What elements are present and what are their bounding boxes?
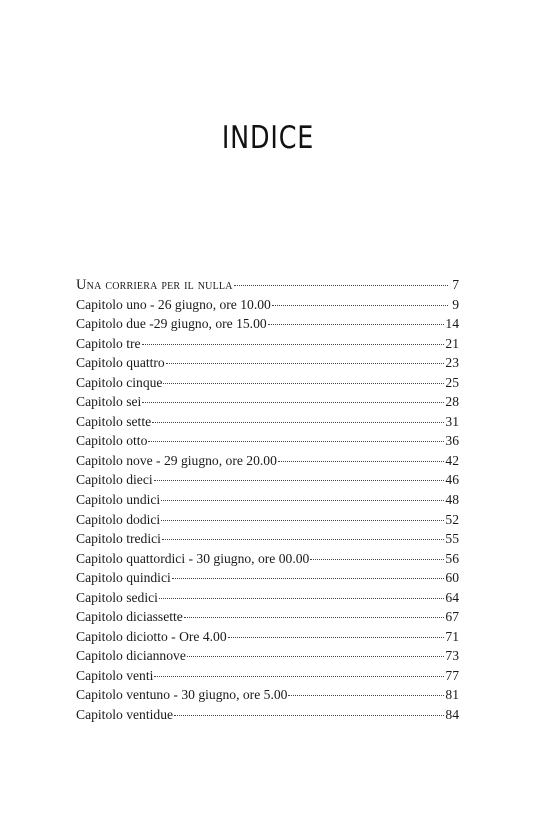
toc-entry-page-number: 23 bbox=[445, 355, 459, 371]
toc-entry[interactable] bbox=[76, 646, 459, 666]
dot-leader bbox=[228, 637, 445, 638]
toc-entry-page-number: 77 bbox=[445, 667, 459, 683]
toc-entry-label: Capitolo dieci bbox=[76, 472, 153, 488]
toc-entry-page-number: 7 bbox=[452, 277, 459, 292]
table-of-contents bbox=[76, 275, 459, 725]
dot-leader bbox=[268, 324, 445, 325]
toc-entry-page-number: 25 bbox=[445, 374, 459, 390]
dot-leader bbox=[310, 559, 444, 560]
dot-leader bbox=[162, 539, 444, 540]
toc-entry-label: Capitolo venti bbox=[76, 667, 154, 683]
toc-entry-page-number: 56 bbox=[445, 550, 459, 566]
toc-entry[interactable] bbox=[76, 470, 459, 490]
toc-entry-label: Capitolo ventidue bbox=[76, 707, 174, 723]
dot-leader bbox=[288, 695, 444, 696]
toc-entry[interactable] bbox=[76, 334, 459, 354]
toc-entry[interactable] bbox=[76, 510, 459, 530]
dot-leader bbox=[154, 480, 445, 481]
toc-entry-page-number: 28 bbox=[445, 394, 459, 410]
dot-leader bbox=[272, 305, 448, 306]
toc-entry[interactable] bbox=[76, 705, 459, 725]
toc-entry-page-number: 60 bbox=[445, 570, 459, 586]
toc-entry-label: Capitolo sette bbox=[76, 413, 152, 429]
toc-entry-page-number: 84 bbox=[445, 707, 459, 723]
toc-entry-label: Capitolo cinque bbox=[76, 374, 163, 390]
toc-entry[interactable] bbox=[76, 568, 459, 588]
toc-entry-page-number: 73 bbox=[445, 648, 459, 664]
dot-leader bbox=[148, 441, 444, 442]
toc-entry-label: Capitolo diciotto - Ore 4.00 bbox=[76, 628, 227, 644]
toc-entry-page-number: 42 bbox=[445, 452, 459, 468]
dot-leader bbox=[159, 598, 444, 599]
dot-leader bbox=[174, 715, 444, 716]
toc-entry[interactable] bbox=[76, 431, 459, 451]
dot-leader bbox=[278, 461, 445, 462]
dot-leader bbox=[142, 344, 445, 345]
toc-entry-page-number: 36 bbox=[445, 433, 459, 449]
dot-leader bbox=[166, 363, 445, 364]
toc-entry[interactable] bbox=[76, 412, 459, 432]
toc-entry-page-number: 21 bbox=[445, 335, 459, 351]
toc-entry-page-number: 52 bbox=[445, 511, 459, 527]
toc-entry-label: Capitolo uno - 26 giugno, ore 10.00 bbox=[76, 296, 271, 312]
toc-entry-label: Capitolo diciannove bbox=[76, 648, 186, 664]
toc-entry[interactable] bbox=[76, 295, 459, 315]
dot-leader bbox=[187, 656, 445, 657]
toc-entry[interactable] bbox=[76, 490, 459, 510]
toc-entry-label: Una corriera per il nulla bbox=[76, 277, 233, 293]
toc-entry-page-number: 71 bbox=[445, 628, 459, 644]
toc-entry-page-number: 67 bbox=[445, 609, 459, 625]
toc-entry[interactable] bbox=[76, 627, 459, 647]
toc-entry[interactable] bbox=[76, 607, 459, 627]
toc-entry-label: Capitolo sei bbox=[76, 394, 142, 410]
toc-entry-label: Capitolo quindici bbox=[76, 570, 171, 586]
dot-leader bbox=[161, 500, 444, 501]
toc-entry-page-number: 48 bbox=[445, 492, 459, 508]
toc-entry-label: Capitolo due -29 giugno, ore 15.00 bbox=[76, 316, 267, 332]
page-title: INDICE bbox=[221, 120, 315, 156]
toc-entry-label: Capitolo dodici bbox=[76, 511, 161, 527]
toc-entry-page-number: 64 bbox=[445, 589, 459, 605]
toc-entry-label: Capitolo ventuno - 30 giugno, ore 5.00 bbox=[76, 687, 288, 703]
toc-entry[interactable] bbox=[76, 392, 459, 412]
toc-entry-label: Capitolo tredici bbox=[76, 531, 161, 547]
toc-entry[interactable] bbox=[76, 588, 459, 608]
toc-entry[interactable] bbox=[76, 549, 459, 569]
toc-entry[interactable] bbox=[76, 314, 459, 334]
dot-leader bbox=[161, 520, 444, 521]
dot-leader bbox=[234, 285, 448, 286]
toc-entry[interactable] bbox=[76, 666, 459, 686]
toc-entry-label: Capitolo undici bbox=[76, 492, 161, 508]
toc-entry-label: Capitolo otto bbox=[76, 433, 148, 449]
toc-entry-label: Capitolo sedici bbox=[76, 589, 158, 605]
toc-entry-page-number: 55 bbox=[445, 531, 459, 547]
toc-entry-label: Capitolo diciassette bbox=[76, 609, 183, 625]
dot-leader bbox=[163, 383, 444, 384]
toc-entry-page-number: 31 bbox=[445, 413, 459, 429]
toc-entry[interactable] bbox=[76, 275, 459, 295]
toc-entry-label: Capitolo tre bbox=[76, 335, 141, 351]
dot-leader bbox=[142, 402, 444, 403]
toc-entry-label: Capitolo quattro bbox=[76, 355, 165, 371]
toc-entry-label: Capitolo nove - 29 giugno, ore 20.00 bbox=[76, 452, 277, 468]
toc-entry[interactable] bbox=[76, 451, 459, 471]
toc-entry-page-number: 9 bbox=[452, 296, 459, 312]
toc-entry-label: Capitolo quattordici - 30 giugno, ore 00.00 bbox=[76, 550, 310, 566]
toc-entry[interactable] bbox=[76, 529, 459, 549]
toc-entry-page-number: 81 bbox=[445, 687, 459, 703]
toc-entry[interactable] bbox=[76, 373, 459, 393]
dot-leader bbox=[184, 617, 445, 618]
toc-entry[interactable] bbox=[76, 353, 459, 373]
dot-leader bbox=[154, 676, 444, 677]
dot-leader bbox=[152, 422, 444, 423]
toc-entry-page-number: 14 bbox=[445, 316, 459, 332]
toc-entry[interactable] bbox=[76, 685, 459, 705]
toc-entry-page-number: 46 bbox=[445, 472, 459, 488]
dot-leader bbox=[172, 578, 445, 579]
